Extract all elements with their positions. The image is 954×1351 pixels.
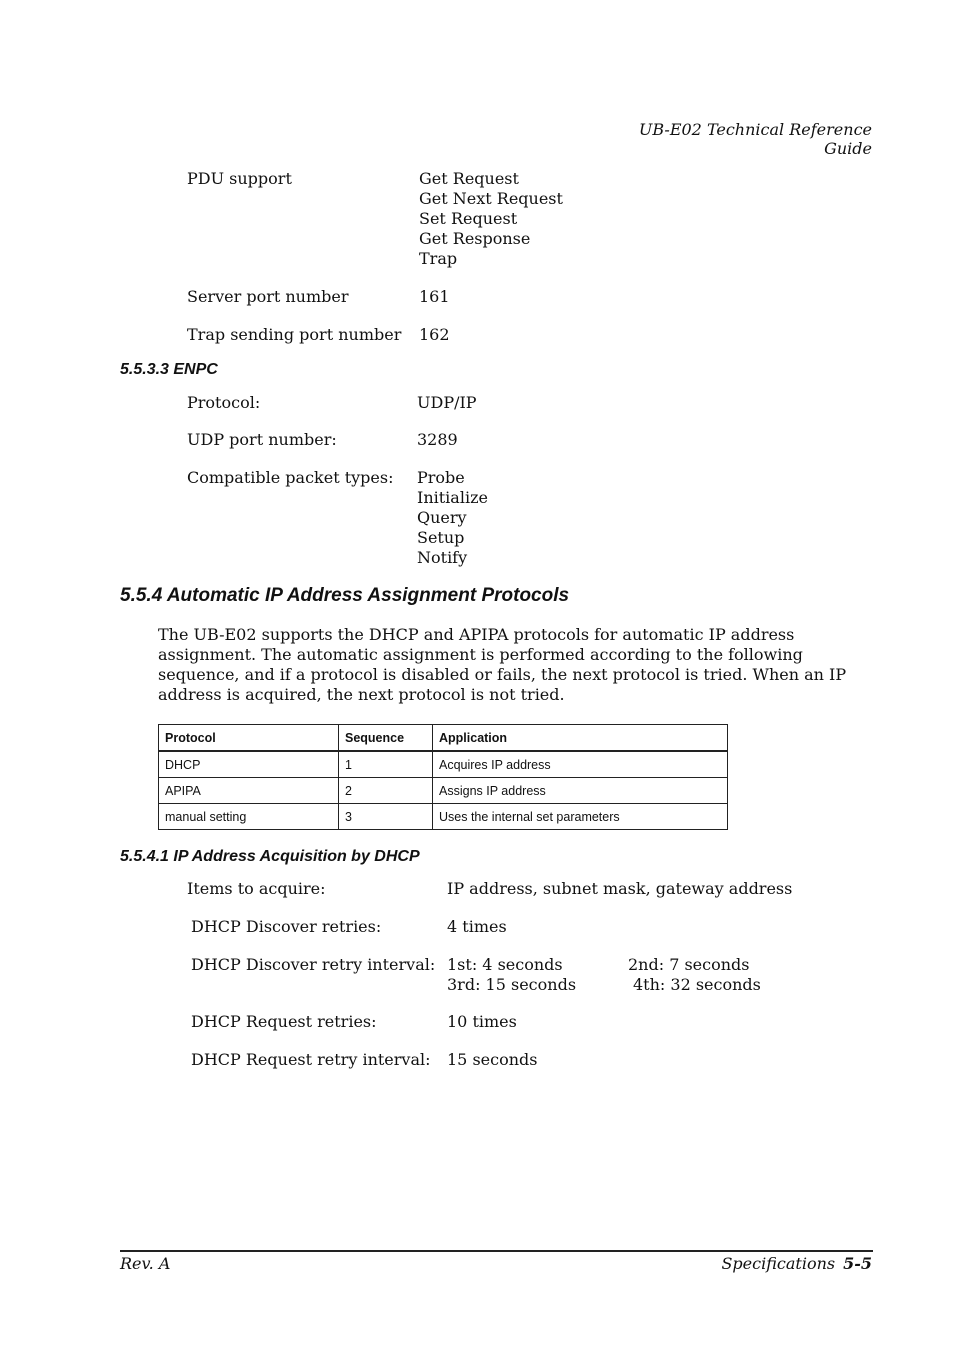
pdu-value: Get Request — [419, 169, 519, 188]
packet-type: Setup — [417, 528, 465, 547]
discover-retries-label: DHCP Discover retries: — [191, 917, 382, 936]
enpc-protocol-label: Protocol: — [187, 393, 261, 412]
dhcp-heading: 5.5.4.1 IP Address Acquisition by DHCP — [120, 848, 420, 865]
packet-type: Query — [417, 508, 467, 527]
trap-port-value: 162 — [419, 325, 450, 344]
server-port-label: Server port number — [187, 287, 349, 306]
udp-port-label: UDP port number: — [187, 430, 337, 449]
trap-port-label: Trap sending port number — [187, 325, 402, 344]
request-retries-value: 10 times — [447, 1012, 517, 1031]
running-header: UB-E02 Technical Reference Guide — [638, 120, 872, 158]
footer-rule — [120, 1250, 873, 1252]
column-header-application: Application — [433, 725, 728, 752]
protocol-table — [158, 724, 728, 830]
udp-port-value: 3289 — [417, 430, 458, 449]
table-row — [159, 778, 728, 804]
items-to-acquire-value: IP address, subnet mask, gateway address — [447, 879, 793, 898]
discover-interval-4: 4th: 32 seconds — [633, 975, 761, 994]
table-cell: 2 — [339, 778, 433, 804]
discover-interval-label: DHCP Discover retry interval: — [191, 955, 436, 974]
request-interval-label: DHCP Request retry interval: — [191, 1050, 431, 1069]
table-cell: manual setting — [159, 804, 339, 830]
table-cell: Assigns IP address — [433, 778, 728, 804]
table-row — [159, 751, 728, 778]
revision-label: Rev. A — [120, 1254, 171, 1273]
enpc-protocol-value: UDP/IP — [417, 393, 477, 412]
table-row — [159, 804, 728, 830]
table-header-row — [159, 725, 728, 752]
pdu-value: Set Request — [419, 209, 518, 228]
auto-ip-paragraph: The UB-E02 supports the DHCP and APIPA protocols for automatic IP address assignment. The automatic assignment is performed according to the following sequence, and if a protocol is disabled or fails, the next protocol is tried. When an IP address is acquired, the next protocol is not tried. — [158, 625, 847, 704]
discover-interval-3: 3rd: 15 seconds — [447, 975, 577, 994]
column-header-sequence: Sequence — [339, 725, 433, 752]
pdu-value: Get Next Request — [419, 189, 563, 208]
discover-interval-2: 2nd: 7 seconds — [628, 955, 750, 974]
section-name: Specifications — [721, 1254, 836, 1273]
table-cell: 1 — [339, 751, 433, 778]
table-cell: APIPA — [159, 778, 339, 804]
enpc-heading: 5.5.3.3 ENPC — [120, 361, 218, 378]
packet-type: Notify — [417, 548, 468, 567]
auto-ip-heading: 5.5.4 Automatic IP Address Assignment Protocols — [120, 585, 570, 606]
page-number: 5-5 — [843, 1254, 872, 1273]
packet-types-values — [417, 468, 488, 568]
request-interval-value: 15 seconds — [447, 1050, 538, 1069]
pdu-support-values — [419, 169, 563, 269]
server-port-value: 161 — [419, 287, 450, 306]
table-cell: Uses the internal set parameters — [433, 804, 728, 830]
table-cell: Acquires IP address — [433, 751, 728, 778]
packet-type: Probe — [417, 468, 465, 487]
packet-types-label: Compatible packet types: — [187, 468, 394, 487]
discover-interval-1: 1st: 4 seconds — [447, 955, 563, 974]
pdu-value: Get Response — [419, 229, 531, 248]
items-to-acquire-label: Items to acquire: — [187, 879, 326, 898]
table-cell: 3 — [339, 804, 433, 830]
pdu-support-label: PDU support — [187, 169, 292, 188]
table-cell: DHCP — [159, 751, 339, 778]
request-retries-label: DHCP Request retries: — [191, 1012, 377, 1031]
discover-retries-value: 4 times — [447, 917, 507, 936]
pdu-value: Trap — [419, 249, 458, 268]
column-header-protocol: Protocol — [159, 725, 339, 752]
packet-type: Initialize — [417, 488, 488, 507]
page-footer — [721, 1254, 872, 1273]
